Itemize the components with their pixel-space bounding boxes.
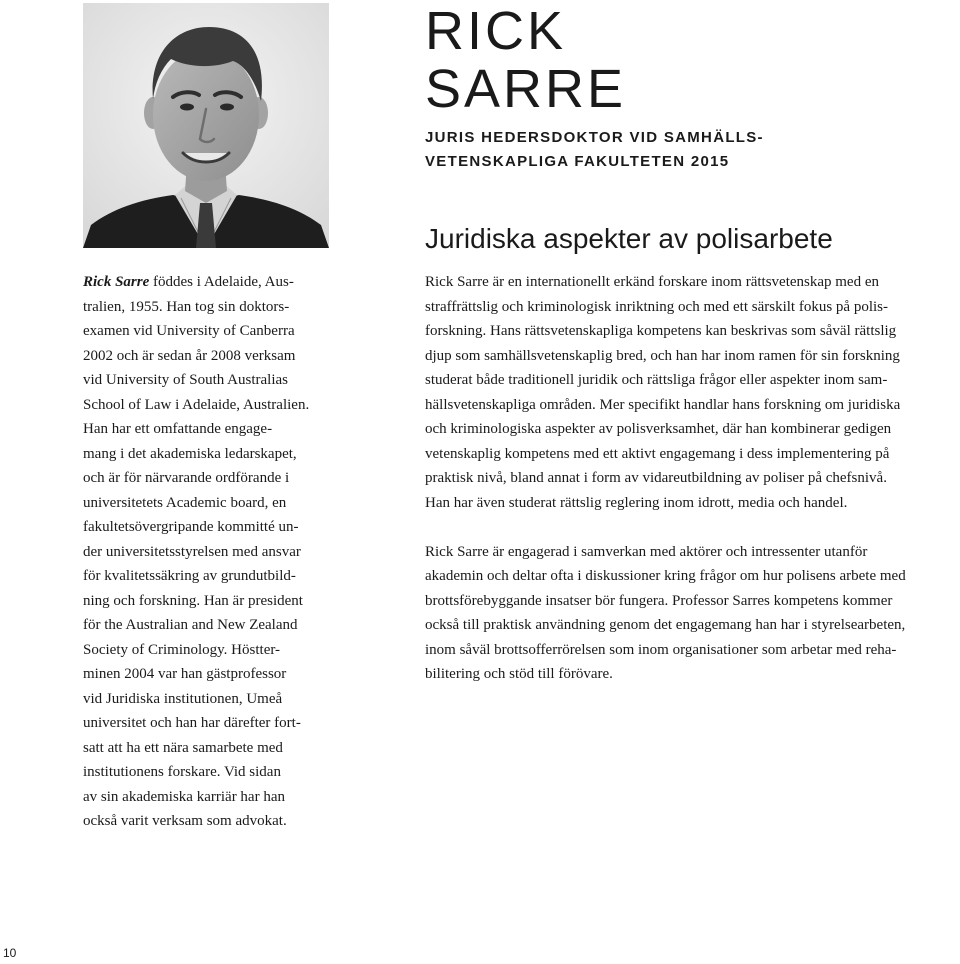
portrait-illustration: [83, 3, 329, 248]
article-line: straffrättslig och kriminologisk inriktning och med ett särskilt fokus på polis-: [425, 298, 888, 315]
bio-line: för the Australian and New Zealand: [83, 617, 298, 633]
bio-line: examen vid University of Canberra: [83, 323, 295, 339]
article-line: Han har även studerat rättslig reglering inom idrott, media och handel.: [425, 494, 848, 511]
bio-line: School of Law i Adelaide, Australien.: [83, 396, 310, 413]
article-line: Rick Sarre är en internationellt erkänd forskare inom rättsvetenskap med en: [425, 274, 879, 290]
bio-line: av sin akademiska karriär har han: [83, 788, 285, 805]
bio-line: vid University of South Australias: [83, 372, 288, 388]
article-line: bilitering och stöd till förövare.: [425, 666, 613, 682]
bio-line: tralien, 1955. Han tog sin doktors-: [83, 298, 290, 315]
bio-line: Han har ett omfattande engage-: [83, 421, 273, 437]
article-line: djup som samhällsvetenskaplig bred, och han har inom ramen för sin forskning: [425, 347, 900, 364]
article-line: forskning. Hans rättsvetenskapliga kompetens kan beskrivas som såväl rättslig: [425, 323, 897, 339]
bio-line-text: föddes i Adelaide, Aus-: [149, 274, 294, 290]
article-line: hällsvetenskapliga områden. Mer specifikt handlar hans forskning om juridiska: [425, 396, 901, 413]
article-line: Rick Sarre är engagerad i samverkan med aktörer och intressenter utanför: [425, 543, 868, 560]
bio-line: och är för närvarande ordförande i: [83, 470, 290, 486]
bio-line: institutionens forskare. Vid sidan: [83, 764, 281, 780]
page-number: 10: [3, 946, 17, 960]
article-line: praktisk nivå, bland annat i form av vidareutbildning av poliser på chefsnivå.: [425, 470, 887, 486]
bio-line: 2002 och är sedan år 2008 verksam: [83, 347, 296, 364]
bio-line: Society of Criminology. Höstter-: [83, 641, 281, 658]
bio-line: mang i det akademiska ledarskapet,: [83, 445, 297, 462]
bio-line: der universitetsstyrelsen med ansvar: [83, 543, 301, 560]
bio-line: för kvalitetssäkring av grundutbild-: [83, 568, 296, 584]
bio-line: ning och forskning. Han är president: [83, 592, 303, 609]
name-line-1: RICK: [425, 1, 567, 61]
honorary-doctorate-subtitle: [425, 126, 764, 174]
article-line: brottsförebyggande insatser bör fungera. Professor Sarres kompetens kommer: [425, 592, 893, 609]
subtitle-line-2: VETENSKAPLIGA FAKULTETEN 2015: [425, 153, 730, 170]
person-name: [425, 2, 626, 118]
article-paragraph-2: [425, 540, 960, 687]
subtitle-line-1: JURIS HEDERSDOKTOR VID SAMHÄLLS-: [425, 129, 764, 146]
bio-lead-name: Rick Sarre: [83, 274, 150, 290]
section-title: Juridiska aspekter av polisarbete: [425, 223, 833, 254]
article-line: akademin och deltar ofta i diskussioner kring frågor om hur polisens arbete med: [425, 568, 906, 584]
article-line: inom såväl brottsofferrörelsen som inom organisationer som arbetar med reha-: [425, 641, 897, 658]
portrait-photo: [83, 3, 329, 248]
bio-line: minen 2004 var han gästprofessor: [83, 666, 287, 682]
name-line-2: SARRE: [425, 59, 627, 119]
bio-line: vid Juridiska institutionen, Umeå: [83, 690, 283, 707]
bio-line: fakultetsövergripande kommitté un-: [83, 519, 299, 535]
article-line: studerat både traditionell juridik och rättsliga frågor eller aspekter inom sam-: [425, 372, 888, 388]
bio-line: universitet och han har därefter fort-: [83, 715, 301, 731]
main-article-body: [425, 270, 960, 711]
bio-line: också varit verksam som advokat.: [83, 813, 287, 829]
bio-line: satt att ha ett nära samarbete med: [83, 739, 283, 756]
article-line: vetenskaplig kompetens med ett aktivt engagemang i dess implementering på: [425, 445, 890, 462]
article-line: och kriminologiska aspekter av polisverksamhet, där han kombinerar gedigen: [425, 421, 892, 437]
article-paragraph-1: [425, 270, 960, 515]
biography-column: [83, 270, 343, 834]
article-line: också till praktisk användning genom det engagemang han har i styrelsearbeten,: [425, 617, 906, 633]
bio-line: [83, 270, 343, 295]
bio-line: universitetets Academic board, en: [83, 494, 287, 511]
